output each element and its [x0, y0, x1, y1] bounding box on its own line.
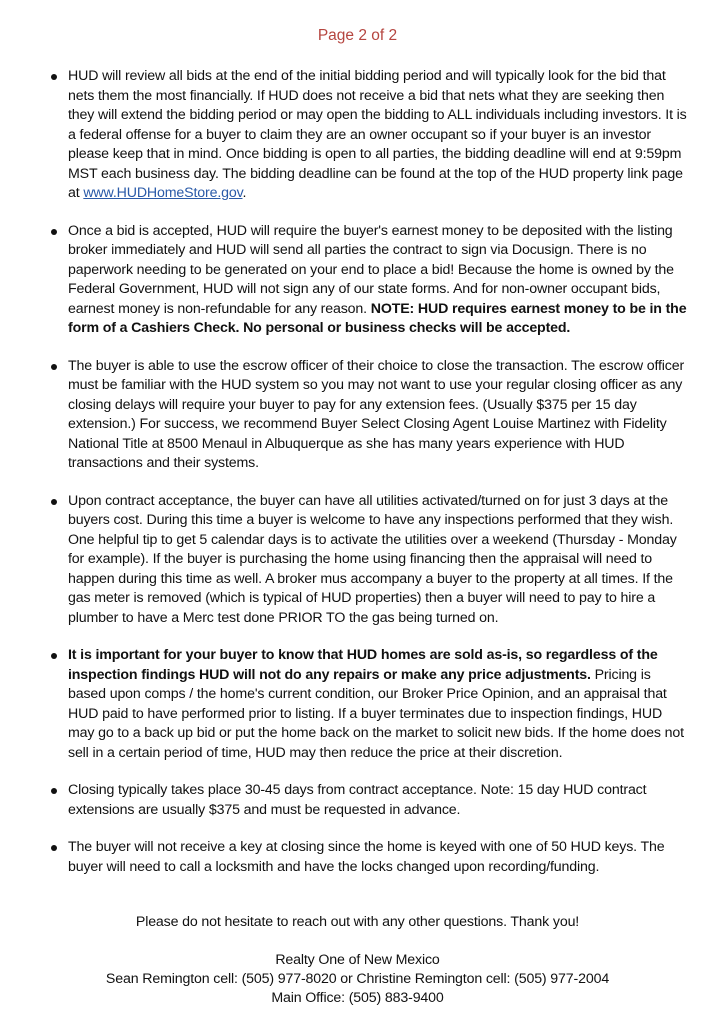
- bullet-keys: [0, 838, 715, 877]
- spacer: [0, 204, 715, 222]
- bullet-dot-icon: [51, 788, 57, 794]
- page-number-header: Page 2 of 2: [317, 27, 398, 44]
- bullet-bold-note: NOTE: HUD requires earnest money to be in the form of a Cashiers Check. No personal or business checks will be accepted.: [68, 300, 687, 336]
- main-office-phone: Main Office: (505) 883-9400: [271, 990, 444, 1006]
- bullet-bidding-review: [0, 67, 715, 204]
- spacer: [0, 474, 715, 492]
- company-name: Realty One of New Mexico: [275, 952, 440, 968]
- bullet-utilities: [0, 492, 715, 629]
- hudhomestore-link[interactable]: www.HUDHomeStore.gov: [83, 185, 243, 201]
- bullet-text-end: .: [242, 185, 247, 201]
- bullet-dot-icon: [51, 499, 57, 505]
- spacer: [0, 628, 715, 646]
- bullet-text: HUD will review all bids at the end of the initial bidding period and will typically look for the bid that nets them the most financially. If HUD does not receive a bid that nets what they are seeking then they will extend the bidding period or may open the bidding to ALL individuals including investors. It is a federal offense for a buyer to claim they are an owner occupant so if your buyer is an investor please keep that in mind. Once bidding is open to all parties, the bidding deadline will end at 9:59pm MST each business day. The bidding deadline can be found at the top of the HUD property link page at: [68, 68, 687, 201]
- bullet-dot-icon: [51, 653, 57, 659]
- bullet-text: Once a bid is accepted, HUD will require the buyer's earnest money to be deposited with the listing broker immediately and HUD will send all parties the contract to sign via Docusign. There is no paperwork needing to be generated on your end to place a bid! Because the home is owned by the Federal Government, HUD will not sign any of our state forms. And for non-owner occupant bids, earnest money is non-refundable for any reason.: [68, 222, 674, 317]
- bullet-dot-icon: [51, 364, 57, 370]
- bullet-text: Closing typically takes place 30-45 days from contract acceptance. Note: 15 day HUD contract extensions are usually $375 and must be requested in advance.: [68, 782, 647, 818]
- bullet-escrow-officer: [0, 357, 715, 474]
- spacer: [0, 763, 715, 781]
- bullet-bold-note: It is important for your buyer to know that HUD homes are sold as-is, so regardless of the inspection findings HUD will not do any repairs or make any price adjustments.: [68, 647, 658, 683]
- bullet-closing-time: [0, 781, 715, 820]
- bullet-dot-icon: [51, 845, 57, 851]
- bullet-dot-icon: [51, 74, 57, 80]
- bullet-dot-icon: [51, 229, 57, 235]
- info-bullet-list: [0, 67, 715, 877]
- agent-contacts: Sean Remington cell: (505) 977-8020 or Christine Remington cell: (505) 977-2004: [105, 971, 610, 987]
- bullet-text: Pricing is based upon comps / the home's current condition, our Broker Price Opinion, and an appraisal that HUD paid to have performed prior to listing. If a buyer terminates due to inspection findings, HUD may go to a back up bid or put the home back on the market to solicit new bids. If the home does not sell in a certain period of time, HUD may then reduce the price at their discretion.: [68, 666, 684, 761]
- closing-note: Please do not hesitate to reach out with any other questions. Thank you!: [135, 914, 580, 930]
- bullet-text: The buyer will not receive a key at closing since the home is keyed with one of 50 HUD keys. The buyer will need to call a locksmith and have the locks changed upon recording/funding.: [68, 839, 665, 875]
- bullet-text: Upon contract acceptance, the buyer can have all utilities activated/turned on for just 3 days at the buyers cost. During this time a buyer is welcome to have any inspections performed that they wish. One helpful tip to get 5 calendar days is to activate the utilities over a weekend (Thursday - Monday for example). If the buyer is purchasing the home using financing then the appraisal will need to happen during this time as well. A broker mus accompany a buyer to the property at all times. If the gas meter is removed (which is typical of HUD properties) then a buyer will need to pay to hire a plumber to have a Merc test done PRIOR TO the gas being turned on.: [68, 492, 677, 626]
- spacer: [0, 820, 715, 838]
- bullet-text: The buyer is able to use the escrow officer of their choice to close the transaction. The escrow officer must be familiar with the HUD system so you may not want to use your regular closing officer as any closing delays will require your buyer to pay for any extension fees. (Usually $375 per 15 day extension.) For success, we recommend Buyer Select Closing Agent Louise Martinez with Fidelity National Title at 8500 Menaul in Albuquerque as she has many years experience with HUD transactions and their systems.: [68, 357, 685, 471]
- bullet-as-is: [0, 646, 715, 763]
- bullet-earnest-money: [0, 222, 715, 339]
- spacer: [0, 339, 715, 357]
